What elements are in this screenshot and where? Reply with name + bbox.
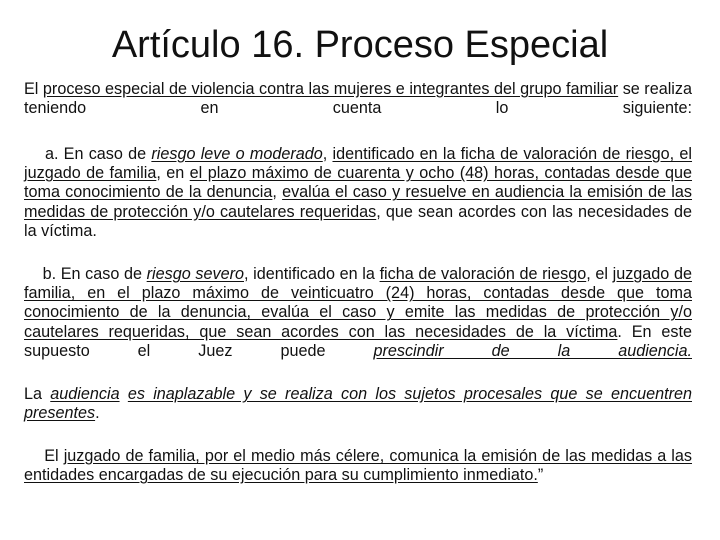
item-a-underlined-text: el plazo máximo de cuarenta y ocho (48) horas, contadas desde que toma conocimiento de la denuncia: [24, 164, 693, 202]
item-a-paragraph: [24, 145, 692, 241]
item-a-text: ,: [322, 145, 333, 163]
audiencia-emphasis: es inaplazable y se realiza con los sujetos procesales que se encuentren: [127, 385, 692, 403]
item-b-text: . En este supuesto el Juez puede: [24, 322, 692, 360]
closing-text: El: [44, 447, 64, 465]
item-b-paragraph: [24, 265, 692, 361]
slide-title: Artículo 16. Proceso Especial: [111, 24, 609, 66]
item-a-text: , que sean acordes con las necesidades de la víctima.: [24, 202, 692, 240]
item-a-text: , en: [156, 164, 190, 183]
closing-underlined-text: juzgado de familia, por el medio más célere, comunica la emisión de las medidas a las entidades encargadas de su ejecución para su cumplimiento inmediato.: [24, 447, 692, 485]
audiencia-text: .: [95, 404, 100, 423]
item-b-text: , el: [586, 265, 613, 283]
item-b-text: , identificado en la: [243, 265, 380, 283]
intro-paragraph: [24, 80, 692, 118]
item-b-underlined-text: ficha de valoración de riesgo: [379, 265, 587, 283]
intro-underlined-text: proceso especial de violencia contra las mujeres e integrantes del grupo familiar: [42, 80, 619, 98]
closing-quote: ”: [537, 466, 544, 485]
item-a-underlined-text: evalúa el caso y resuelve en audiencia la emisión de las medidas de protección y/o cautelares requeridas: [24, 183, 693, 221]
item-b-emphasis: riesgo severo: [146, 265, 244, 283]
audiencia-emphasis: audiencia: [50, 385, 120, 403]
item-b-emphasis: prescindir de la audiencia.: [373, 341, 692, 360]
item-a-emphasis: riesgo leve o moderado: [151, 145, 323, 163]
audiencia-text: La: [24, 385, 51, 403]
item-a-text: ,: [272, 183, 283, 202]
audiencia-text: [120, 385, 128, 403]
item-b-underlined-text: juzgado de familia, en el plazo máximo de veinticuatro (24) horas, contadas desde que toma conocimiento de la denuncia, evalúa el caso y emite las medidas de protección y/o cautelares requeridas, que sean acordes con las necesidades de la víctima: [24, 265, 692, 341]
closing-paragraph: [24, 447, 692, 485]
audiencia-emphasis: presentes: [24, 404, 96, 423]
intro-text: El: [24, 80, 43, 98]
audiencia-paragraph: [24, 385, 692, 423]
item-a-underlined-text: identificado en la ficha de valoración de riesgo, el juzgado de familia: [24, 145, 693, 183]
intro-text: se realiza teniendo en cuenta lo siguiente:: [24, 80, 692, 118]
item-b-text: b. En caso de: [42, 265, 147, 283]
item-a-text: a. En caso de: [44, 145, 152, 163]
